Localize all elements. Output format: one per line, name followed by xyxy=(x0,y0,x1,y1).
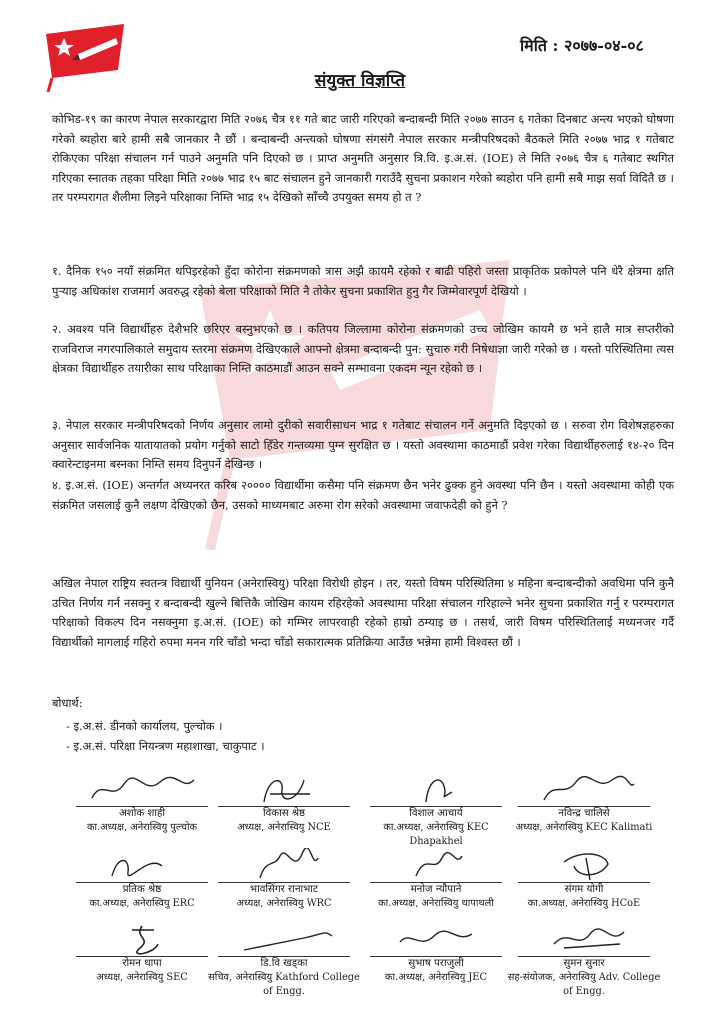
point-3-paragraph: ३. नेपाल सरकार मन्त्रीपरिषदको निर्णय अनुसार लामो दुरीको सवारीसाधन भाद्र १ गतेबाट संचालन गर्ने अनुमति दिइएको छ । सरुवा रोग विशेषज्ञहरुका अनुसार सार्वजनिक यातायातको प्रयोग गर्नुको साटो हिँडेर गन्तव्यमा पुग्न सुरक्षित छ । यस्तो अवस्थामा काठमाडौं प्रवेश गरेका विद्यार्थीहरुलाई १४-२० दिन क्वारेन्टाइनमा बस्नका निम्ति समय दिनुपर्ने देखिन्छ । xyxy=(52,418,674,472)
signature-block xyxy=(204,922,364,999)
signatory-role: का.अध्यक्ष, अनेरास्वियु पुल्चोक xyxy=(86,822,198,833)
point-2-paragraph: २. अवश्य पनि विद्यार्थीहरु देशैभरि छरिएर बस्नुभएको छ । कतिपय जिल्लामा कोरोना संक्रमणको उच्च जोखिम कायमै छ भने हालै मात्र सप्तरीको राजविराज नगरपालिकाले समुदाय स्तरमा संक्रमण देखिएकाले आफ्नो क्षेत्रमा बन्दाबन्दी पुन: सुचारु गरी निषेधाज्ञा जारी गरेको छ । यस्तो परिस्थितिमा त्यस क्षेत्रका विद्यार्थीहरु तयारीका साथ परिक्षाका निम्ति काठमाडौं आउन सक्ने सम्भावना एकदम न्यून रहेको छ । xyxy=(52,322,674,376)
signatory-role: का.अध्यक्ष, अनेरास्वियु HCoE xyxy=(527,898,641,909)
signature-icon xyxy=(524,848,644,882)
signatory-name: प्रतिक श्रेष्ठ xyxy=(122,884,162,895)
signature-block xyxy=(356,848,516,911)
signature-block xyxy=(504,772,664,835)
signatory-role: का.अध्यक्ष, अनेरास्वियु थापाथली xyxy=(378,898,494,909)
cc-item: - इ.अ.सं. परिक्षा नियन्त्रण महाशाखा, चाकुपाट । xyxy=(66,739,265,753)
signatory-role: अध्यक्ष, अनेरास्वियु NCE xyxy=(237,822,331,833)
signature-icon xyxy=(224,922,344,956)
point-4-paragraph: ४. इ.अ.सं. (IOE) अन्तर्गत अध्यनरत करिब २०००० विद्यार्थीमा कसैमा पनि संक्रमण छैन भनेर ढुक्क हुने अवस्था पनि छैन । यस्तो अवस्थामा कोही एक संक्रमित जसलाई कुनै लक्षण देखिएको छैन, उसको माध्यमबाट अरुमा रोग सरेको अवस्थामा जवाफदेही को हुने ? xyxy=(52,478,674,512)
page-title: संयुक्त विज्ञप्ति xyxy=(314,71,406,91)
signatory-role: सह-संयोजक, अनेरास्वियु Adv. College of Engg. xyxy=(507,972,661,997)
signatory-name: विकास श्रेष्ठ xyxy=(262,808,306,819)
signature-block xyxy=(504,848,664,911)
cc-item: - इ.अ.सं. डीनको कार्यालय, पुल्चोक । xyxy=(66,719,223,733)
signature-icon xyxy=(376,772,496,806)
signature-block xyxy=(62,848,222,911)
signatory-role: का.अध्यक्ष, अनेरास्वियु KEC Dhapakhel xyxy=(383,822,489,847)
cc-list xyxy=(66,716,265,756)
signatory-name: अशोक शाही xyxy=(118,808,166,819)
signatory-role: अध्यक्ष, अनेरास्वियु SEC xyxy=(96,972,188,983)
signatory-name: संगम योगी xyxy=(564,884,604,895)
signatory-name: नविन्द्र चालिसे xyxy=(558,808,610,819)
closing-paragraph: अखिल नेपाल राष्ट्रिय स्वतन्त्र विद्यार्थी युनियन (अनेरास्वियु) परिक्षा विरोधी होइन । तर, यस्तो विषम परिस्थितिमा ४ महिना बन्दाबन्दीको अवधिमा पनि कुनै उचित निर्णय गर्न नसक्नु र बन्दाबन्दी खुल्ने बित्तिकै जोखिम कायम रहिरहेको अवस्थामा परिक्षा संचालन गरिहाल्ने भनेर सुचना प्रकाशित गर्नु र परम्परागत परिक्षाको विकल्प दिन नसक्नुमा इ.अ.सं. (IOE) को गम्भिर लापरवाही रहेको हाम्रो ठम्याइ छ । तसर्थ, जारी विषम परिस्थितिलाई मध्यनजर गर्दै विद्यार्थीको मागलाई गहिरो रुपमा मनन गरि चाँडो भन्दा चाँडो सकारात्मक प्रतिक्रिया आउँछ भन्नेमा हामी विश्वस्त छौं । xyxy=(52,576,674,649)
point-1-paragraph: १. दैनिक १५० नयाँ संक्रमित थपिइरहेको हुँदा कोरोना संक्रमणको त्रास अझै कायमै रहेको र बाढी पहिरो जस्ता प्राकृतिक प्रकोपले पनि धेरै क्षेत्रमा क्षति पुऱ्याइ अधिकांश राजमार्ग अवरुद्ध रहेको बेला परिक्षाको मिति नै तोकेर सुचना प्रकाशित हुनु गैर जिम्मेवारपूर्ण देखियो । xyxy=(52,264,675,298)
signatory-name: भावसिंगर रानाभाट xyxy=(249,884,319,895)
signatory-name: डि.वि खड्का xyxy=(260,958,308,969)
signature-block xyxy=(356,772,516,849)
signature-block xyxy=(62,772,222,835)
signature-block xyxy=(356,922,516,985)
signature-icon xyxy=(224,848,344,882)
signatory-name: विशाल आचार्य xyxy=(409,808,463,819)
signature-icon xyxy=(82,848,202,882)
signature-icon xyxy=(82,772,202,806)
signature-block xyxy=(62,922,222,985)
signatory-role: का.अध्यक्ष, अनेरास्वियु ERC xyxy=(89,898,195,909)
signature-icon xyxy=(524,922,644,956)
signature-block xyxy=(504,922,664,999)
signatory-role: सचिव, अनेरास्वियु Kathford College of Engg. xyxy=(208,972,360,997)
signature-icon xyxy=(82,922,202,956)
signature-block xyxy=(204,772,364,835)
signatory-name: सुमन सुनार xyxy=(563,958,605,969)
intro-paragraph: कोभिड-१९ का कारण नेपाल सरकारद्वारा मिति २०७६ चैत्र ११ गते बाट जारी गरिएको बन्दाबन्दी मिति २०७७ साउन ६ गतेका दिनबाट अन्त्य भएको घोषणा गरेको ब्यहोरा बारे हामी सबै जानकार नै छौं । बन्दाबन्दी अन्त्यको घोषणा संगसंगै नेपाल सरकार मन्त्रीपरिषदको बैठकले मिति २०७७ भाद्र १ गतेबाट रोकिएका परिक्षा संचालन गर्न पाउने अनुमति पनि दिएको छ । प्राप्त अनुमति अनुसार त्रि.वि. इ.अ.सं. (IOE) ले मिति २०७६ चैत्र ६ गतेबाट स्थगित गरिएका स्नातक तहका परिक्षा मिति २०७७ भाद्र १५ बाट संचालन हुने जानकारी गराउँदै सुचना प्रकाशन गरेको ब्यहोरा पनि हामी सबै माझ सर्वा विदितै छ । तर परम्परागत शैलीमा लिइने परिक्षाका निम्ति भाद्र १५ देखिको साँच्चै उपयुक्त समय हो त ? xyxy=(52,112,674,205)
signatory-name: मनोज न्यौपाने xyxy=(410,884,462,895)
signature-icon xyxy=(376,922,496,956)
signature-icon xyxy=(376,848,496,882)
cc-label: बोधार्थ: xyxy=(52,696,83,710)
signatory-role: का.अध्यक्ष, अनेरास्वियु JEC xyxy=(385,972,487,983)
signatory-name: रोमन थापा xyxy=(122,958,162,969)
signatory-role: अध्यक्ष, अनेरास्वियु KEC Kalimati xyxy=(515,822,653,833)
signature-icon xyxy=(224,772,344,806)
letter-date: मिति : २०७७-०४-०८ xyxy=(520,36,644,55)
signature-icon xyxy=(524,772,644,806)
signatory-role: अध्यक्ष, अनेरास्वियु WRC xyxy=(236,898,332,909)
signature-block xyxy=(204,848,364,911)
signatory-name: सुभाष पराजुली xyxy=(408,958,464,969)
